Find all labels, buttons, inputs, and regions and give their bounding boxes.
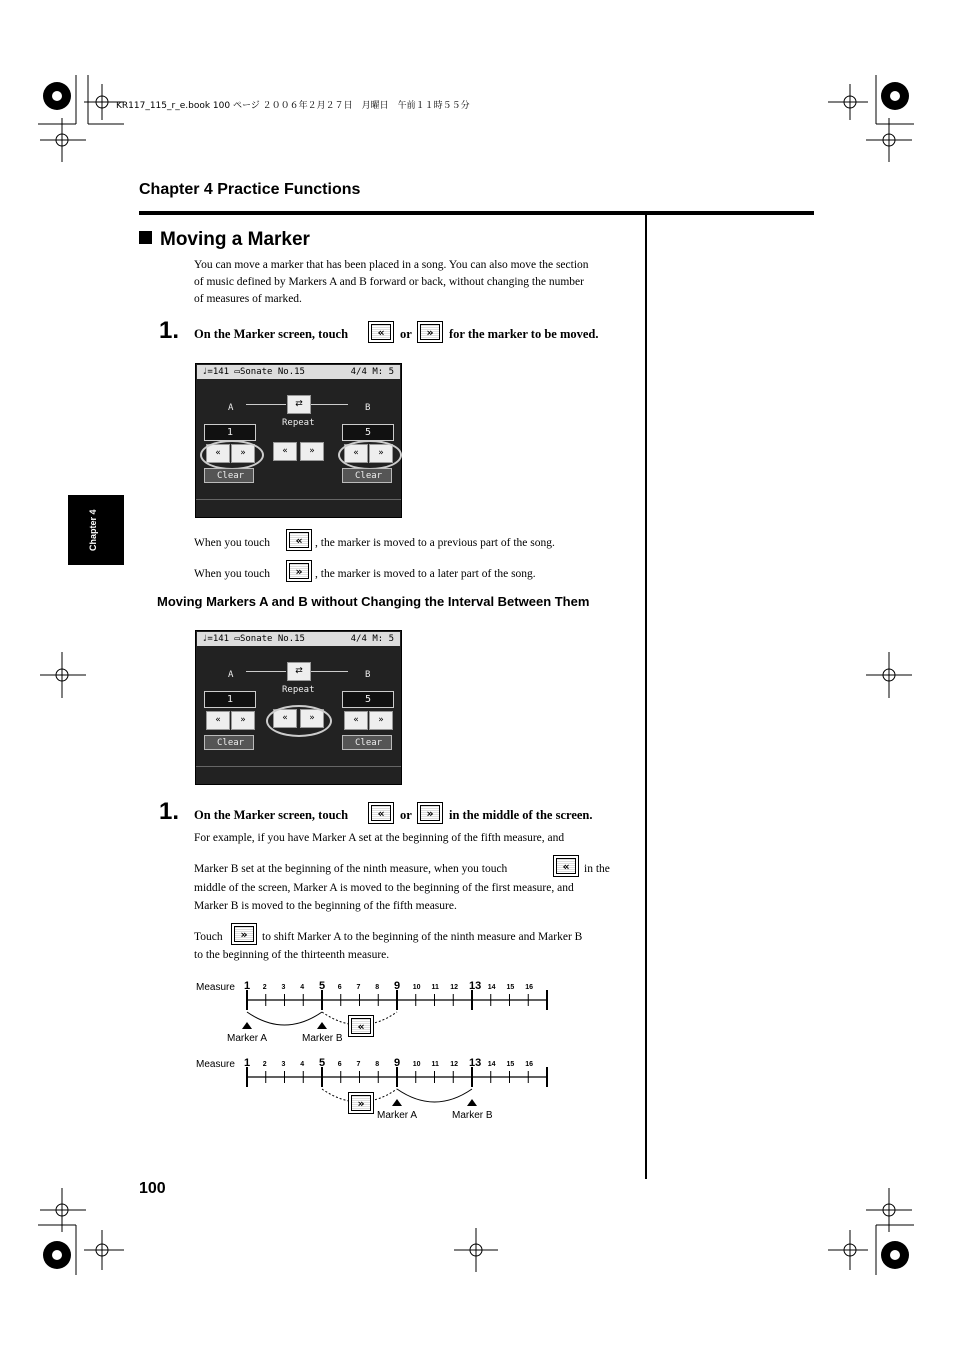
marker-a-value: 1 <box>204 691 256 708</box>
intro-line: of measures of marked. <box>194 293 302 305</box>
marker-a-clear-button[interactable]: Clear <box>204 468 254 483</box>
measure-number: 8 <box>375 984 380 991</box>
measure-number: 13 <box>469 980 482 992</box>
square-bullet-icon <box>139 231 152 244</box>
marker-b-clear-button[interactable]: Clear <box>342 468 392 483</box>
measure-number: 16 <box>525 1061 534 1068</box>
measure-number: 13 <box>469 1057 482 1069</box>
intro-line: You can move a marker that has been placed in a song. You can also move the section <box>194 259 589 271</box>
marker-b-rewind-button[interactable]: « <box>344 711 368 730</box>
measure-number: 10 <box>412 984 421 991</box>
marker-b-rewind-button[interactable]: « <box>344 444 368 463</box>
both-forward-button[interactable]: » <box>300 442 324 461</box>
measure-number: 15 <box>506 984 515 991</box>
measure-number: 12 <box>450 1061 459 1068</box>
rewind-button-icon: « <box>553 855 579 877</box>
marker-b-flag: B <box>365 670 371 680</box>
step-text-or: or <box>400 327 412 341</box>
step-text-post: for the marker to be moved. <box>449 327 599 341</box>
marker-a-flag: A <box>228 670 234 680</box>
marker-a-rewind-button[interactable]: « <box>206 711 230 730</box>
example-line-3: middle of the screen, Marker A is moved to the beginning of the first measure, and <box>194 882 574 894</box>
measure-number: 10 <box>412 1061 421 1068</box>
measure-number: 3 <box>281 984 286 991</box>
measure-number: 3 <box>281 1061 286 1068</box>
measure-number: 16 <box>525 984 534 991</box>
measure-number: 5 <box>319 1057 326 1069</box>
measure-number: 14 <box>487 984 496 991</box>
intro-paragraph <box>194 257 589 308</box>
measure-number: 11 <box>431 984 439 991</box>
repeat-icon: ⇄ <box>287 395 311 414</box>
measure-number: 6 <box>337 984 342 991</box>
screen-status-bar: ♩=141 ▭Sonate No.15 4/4 M: 5 <box>197 365 400 379</box>
measure-number: 12 <box>450 984 459 991</box>
measure-number: 4 <box>300 984 305 991</box>
measure-number: 11 <box>431 1061 439 1068</box>
marker-b-forward-button[interactable]: » <box>369 444 393 463</box>
marker-screen-2 <box>195 630 402 785</box>
touch-rewind-pre: When you touch <box>194 537 271 549</box>
chapter-heading: Chapter 4 Practice Functions <box>139 181 361 198</box>
step-text-pre: On the Marker screen, touch <box>194 327 349 341</box>
repeat-icon: ⇄ <box>287 662 311 681</box>
touch-forward-pre: When you touch <box>194 568 271 580</box>
marker-a-label: Marker A <box>377 1110 418 1121</box>
repeat-label: Repeat <box>282 685 315 695</box>
rewind-button-icon: « <box>286 529 312 551</box>
measure-number: 9 <box>394 980 401 992</box>
marker-b-clear-button[interactable]: Clear <box>342 735 392 750</box>
touch-rewind-post: , the marker is moved to a previous part of the song. <box>315 537 555 549</box>
forward-button-icon: » <box>348 1092 374 1114</box>
marker-a-label: Marker A <box>227 1033 268 1044</box>
section-title <box>139 229 310 251</box>
marker-a-forward-button[interactable]: » <box>231 711 255 730</box>
measure-number: 7 <box>356 984 361 991</box>
marker-a-clear-button[interactable]: Clear <box>204 735 254 750</box>
measure-number: 1 <box>244 980 251 992</box>
touch-forward-post: , the marker is moved to a later part of the song. <box>315 568 536 580</box>
measure-number: 15 <box>506 1061 515 1068</box>
forward-button-icon: » <box>231 923 257 945</box>
measure-number: 8 <box>375 1061 380 1068</box>
side-tab-label: Chapter 4 <box>88 509 98 551</box>
step-text-post: in the middle of the screen. <box>449 808 593 822</box>
measure-label: Measure <box>196 982 235 993</box>
intro-line: of music defined by Markers A and B forward or back, without changing the number <box>194 276 584 288</box>
heading-rule <box>139 211 814 215</box>
forward-button-icon: » <box>417 802 443 824</box>
example-line-2a: Marker B set at the beginning of the ninth measure, when you touch <box>194 863 508 875</box>
example-line-4: Marker B is moved to the beginning of the fifth measure. <box>194 900 457 912</box>
marker-a-flag: A <box>228 403 234 413</box>
touch-shift-pre: Touch <box>194 931 223 943</box>
measure-label: Measure <box>196 1059 235 1070</box>
marker-a-forward-button[interactable]: » <box>231 444 255 463</box>
rewind-button-icon: « <box>368 802 394 824</box>
step-number: 1. <box>159 798 180 825</box>
measure-number: 1 <box>244 1057 251 1069</box>
marker-a-rewind-button[interactable]: « <box>206 444 230 463</box>
forward-button-icon: » <box>417 321 443 343</box>
marker-b-value: 5 <box>342 691 394 708</box>
both-forward-button[interactable]: » <box>300 709 324 728</box>
step-number: 1. <box>159 317 180 344</box>
page-number: 100 <box>139 1180 166 1197</box>
touch-shift-post: to shift Marker A to the beginning of the ninth measure and Marker B <box>262 931 583 943</box>
marker-b-value: 5 <box>342 424 394 441</box>
screen-status-bar: ♩=141 ▭Sonate No.15 4/4 M: 5 <box>197 632 400 646</box>
example-line-2b: in the <box>584 863 610 875</box>
step-text-or: or <box>400 808 412 822</box>
step-text-pre: On the Marker screen, touch <box>194 808 349 822</box>
marker-b-flag: B <box>365 403 371 413</box>
measure-number: 2 <box>262 984 267 991</box>
rewind-button-icon: « <box>368 321 394 343</box>
sub-heading: Moving Markers A and B without Changing the Interval Between Them <box>157 594 590 609</box>
rewind-button-icon: « <box>348 1015 374 1037</box>
section-title-text: Moving a Marker <box>160 229 310 250</box>
marker-a-value: 1 <box>204 424 256 441</box>
marker-b-label: Marker B <box>452 1110 493 1121</box>
repeat-label: Repeat <box>282 418 315 428</box>
measure-number: 5 <box>319 980 326 992</box>
measure-number: 6 <box>337 1061 342 1068</box>
column-rule <box>645 215 647 1179</box>
measure-number: 7 <box>356 1061 361 1068</box>
measure-number: 4 <box>300 1061 305 1068</box>
marker-b-forward-button[interactable]: » <box>369 711 393 730</box>
measure-number: 9 <box>394 1057 401 1069</box>
chapter-side-tab <box>68 495 124 565</box>
file-header: KR117_115_r_e.book 100 ページ ２００６年２月２７日 月曜日 午前１１時５５分 <box>116 101 470 111</box>
marker-screen-1 <box>195 363 402 518</box>
example-line-1: For example, if you have Marker A set at the beginning of the fifth measure, and <box>194 832 565 844</box>
both-rewind-button[interactable]: « <box>273 709 297 728</box>
forward-button-icon: » <box>286 560 312 582</box>
marker-b-label: Marker B <box>302 1033 343 1044</box>
both-rewind-button[interactable]: « <box>273 442 297 461</box>
measure-number: 2 <box>262 1061 267 1068</box>
measure-number: 14 <box>487 1061 496 1068</box>
touch-shift-line-2: to the beginning of the thirteenth measure. <box>194 949 390 961</box>
